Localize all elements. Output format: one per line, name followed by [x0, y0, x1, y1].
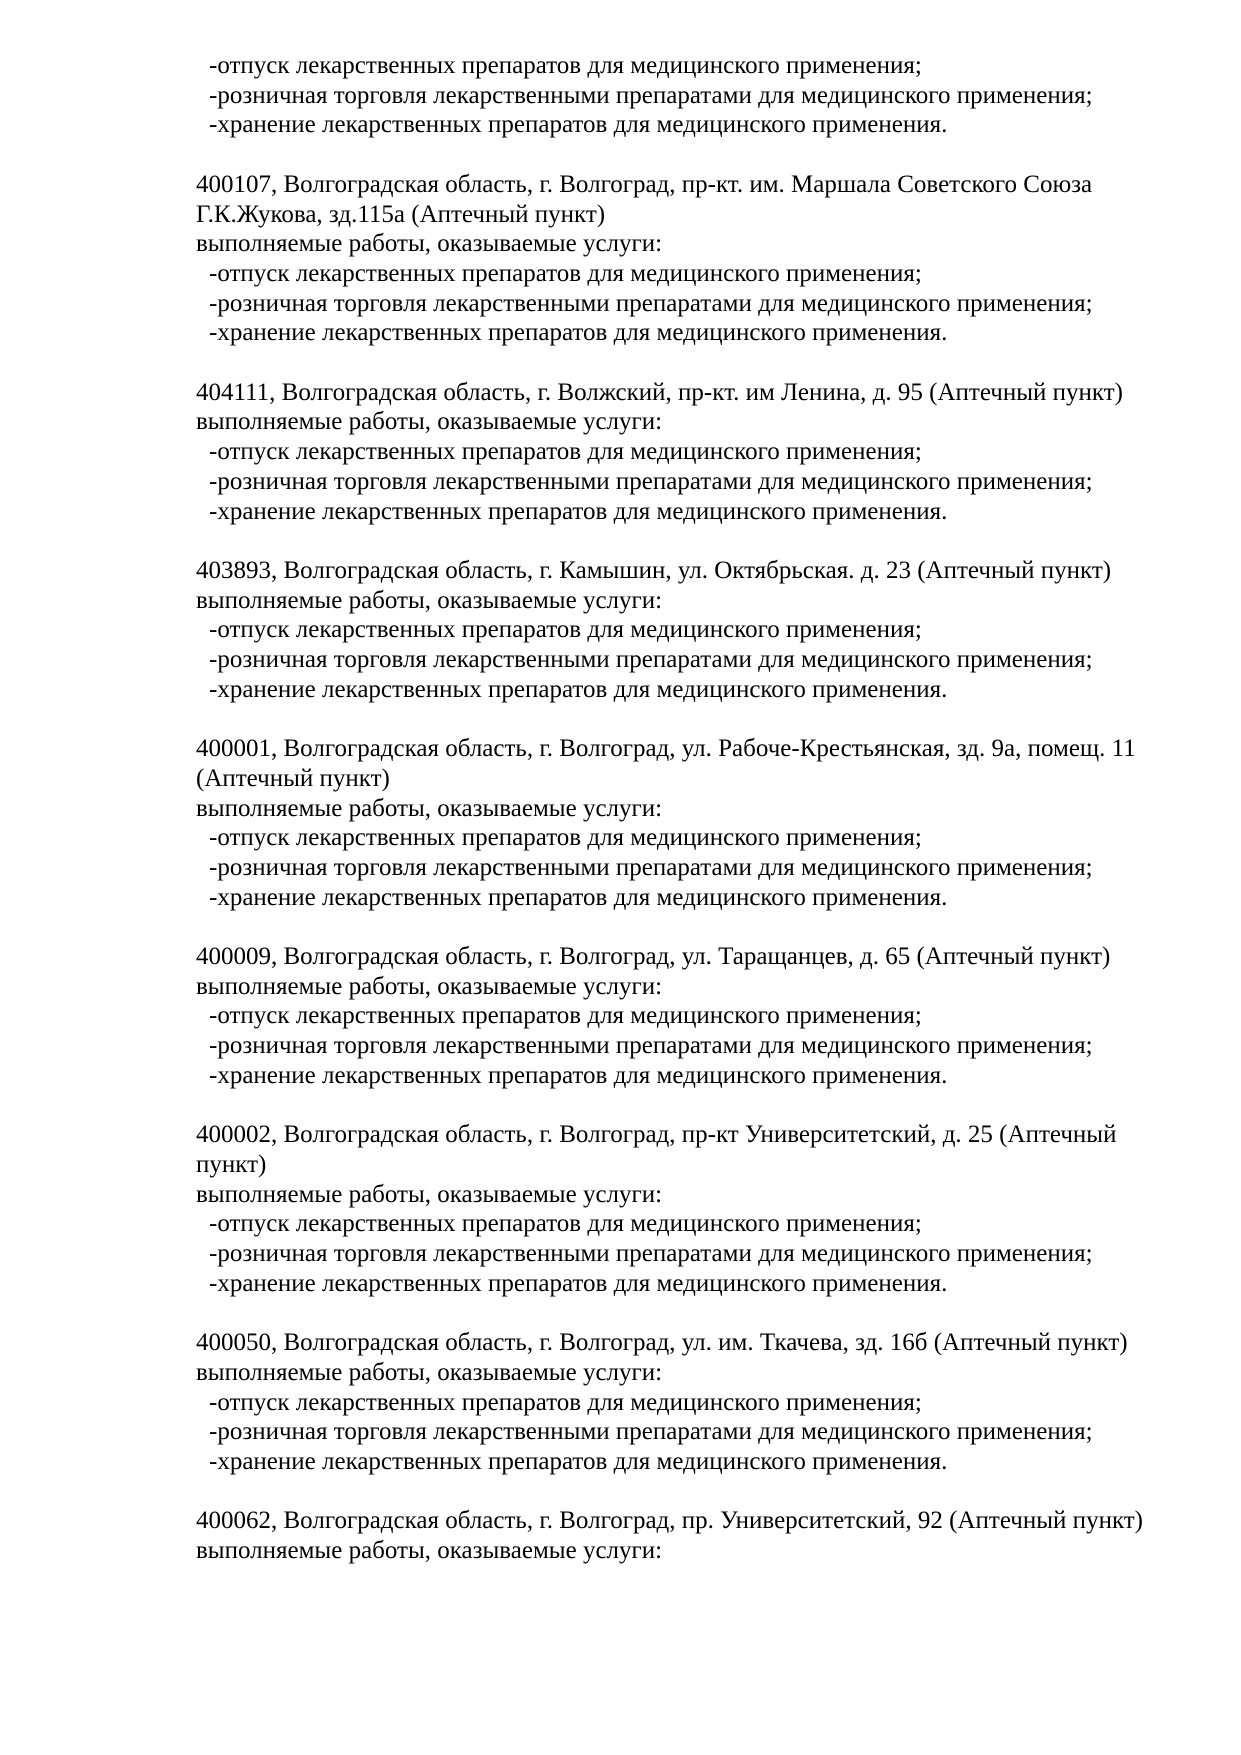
service-item: -розничная торговля лекарственными препаратами для медицинского применения; [209, 853, 1093, 881]
services-label: выполняемые работы, оказываемые услуги: [196, 230, 663, 258]
service-item: -отпуск лекарственных препаратов для медицинского применения; [209, 259, 922, 287]
services-list [196, 615, 1205, 704]
address-line: 403893, Волгоградская область, г. Камышин, ул. Октябрьская. д. 23 (Аптечный пункт) [196, 556, 1112, 584]
service-item: -хранение лекарственных препаратов для медицинского применения. [209, 1447, 948, 1475]
service-item: -розничная торговля лекарственными препаратами для медицинского применения; [209, 467, 1093, 495]
pharmacy-address [196, 942, 1205, 972]
pharmacy-address [196, 170, 1205, 229]
service-item: -отпуск лекарственных препаратов для медицинского применения; [209, 1210, 922, 1238]
service-item: -хранение лекарственных препаратов для медицинского применения. [209, 111, 948, 139]
service-item: -отпуск лекарственных препаратов для медицинского применения; [209, 824, 922, 852]
pharmacy-entry [196, 1328, 1205, 1477]
pharmacy-entry [196, 170, 1205, 348]
address-line: 400002, Волгоградская область, г. Волгоград, пр-кт Университетский, д. 25 (Аптечный [196, 1121, 1117, 1149]
pharmacy-entry [196, 734, 1205, 912]
service-item: -хранение лекарственных препаратов для медицинского применения. [209, 883, 948, 911]
service-item: -розничная торговля лекарственными препаратами для медицинского применения; [209, 289, 1093, 317]
pharmacy-entry [196, 1506, 1205, 1565]
services-label: выполняемые работы, оказываемые услуги: [196, 1180, 663, 1208]
document-content [196, 51, 1205, 1566]
pharmacy-entry [196, 378, 1205, 527]
address-line: 400009, Волгоградская область, г. Волгоград, ул. Таращанцев, д. 65 (Аптечный пункт) [196, 943, 1111, 971]
services-list [196, 1209, 1205, 1298]
pharmacy-entry [196, 556, 1205, 705]
service-item: -хранение лекарственных препаратов для медицинского применения. [209, 675, 948, 703]
service-item: -розничная торговля лекарственными препаратами для медицинского применения; [209, 646, 1093, 674]
services-list [196, 1001, 1205, 1090]
address-line: пункт) [196, 1150, 267, 1178]
address-line: 400062, Волгоградская область, г. Волгоград, пр. Университетский, 92 (Аптечный пункт) [196, 1507, 1144, 1535]
address-line: 400050, Волгоградская область, г. Волгоград, ул. им. Ткачева, зд. 16б (Аптечный пункт) [196, 1329, 1128, 1357]
address-line: Г.К.Жукова, зд.115а (Аптечный пункт) [196, 200, 606, 228]
continued-services-list [196, 51, 1205, 140]
service-item: -хранение лекарственных препаратов для медицинского применения. [209, 497, 948, 525]
pharmacy-entry [196, 942, 1205, 1091]
services-list [196, 1388, 1205, 1477]
address-line: 400107, Волгоградская область, г. Волгоград, пр-кт. им. Маршала Советского Союза [196, 170, 1093, 198]
service-item: -хранение лекарственных препаратов для медицинского применения. [209, 319, 948, 347]
service-item: -отпуск лекарственных препаратов для медицинского применения; [209, 52, 922, 79]
pharmacy-address [196, 378, 1205, 408]
services-label: выполняемые работы, оказываемые услуги: [196, 408, 663, 436]
service-item: -отпуск лекарственных препаратов для медицинского применения; [209, 1388, 922, 1416]
services-label: выполняемые работы, оказываемые услуги: [196, 1358, 663, 1386]
address-line: (Аптечный пункт) [196, 764, 390, 792]
service-item: -хранение лекарственных препаратов для медицинского применения. [209, 1061, 948, 1089]
pharmacy-address [196, 1120, 1205, 1179]
service-item: -розничная торговля лекарственными препаратами для медицинского применения; [209, 1418, 1093, 1446]
services-label: выполняемые работы, оказываемые услуги: [196, 794, 663, 822]
address-line: 400001, Волгоградская область, г. Волгоград, ул. Рабоче-Крестьянская, зд. 9а, помещ. 11 [196, 735, 1136, 763]
pharmacy-address [196, 734, 1205, 793]
service-item: -розничная торговля лекарственными препаратами для медицинского применения; [209, 81, 1093, 109]
pharmacy-address [196, 1506, 1205, 1536]
pharmacy-address [196, 1328, 1205, 1358]
services-label: выполняемые работы, оказываемые услуги: [196, 1537, 663, 1565]
service-item: -хранение лекарственных препаратов для медицинского применения. [209, 1269, 948, 1297]
services-label: выполняемые работы, оказываемые услуги: [196, 586, 663, 614]
service-item: -розничная торговля лекарственными препаратами для медицинского применения; [209, 1240, 1093, 1268]
services-list [196, 823, 1205, 912]
pharmacy-entry [196, 1120, 1205, 1298]
services-list [196, 259, 1205, 348]
service-item: -отпуск лекарственных препаратов для медицинского применения; [209, 616, 922, 644]
services-label: выполняемые работы, оказываемые услуги: [196, 972, 663, 1000]
service-item: -отпуск лекарственных препаратов для медицинского применения; [209, 1002, 922, 1030]
pharmacy-entries [196, 170, 1205, 1566]
address-line: 404111, Волгоградская область, г. Волжский, пр-кт. им Ленина, д. 95 (Аптечный пункт) [196, 378, 1124, 406]
service-item: -отпуск лекарственных препаратов для медицинского применения; [209, 438, 922, 466]
service-item: -розничная торговля лекарственными препаратами для медицинского применения; [209, 1032, 1093, 1060]
services-list [196, 437, 1205, 526]
pharmacy-address [196, 556, 1205, 586]
